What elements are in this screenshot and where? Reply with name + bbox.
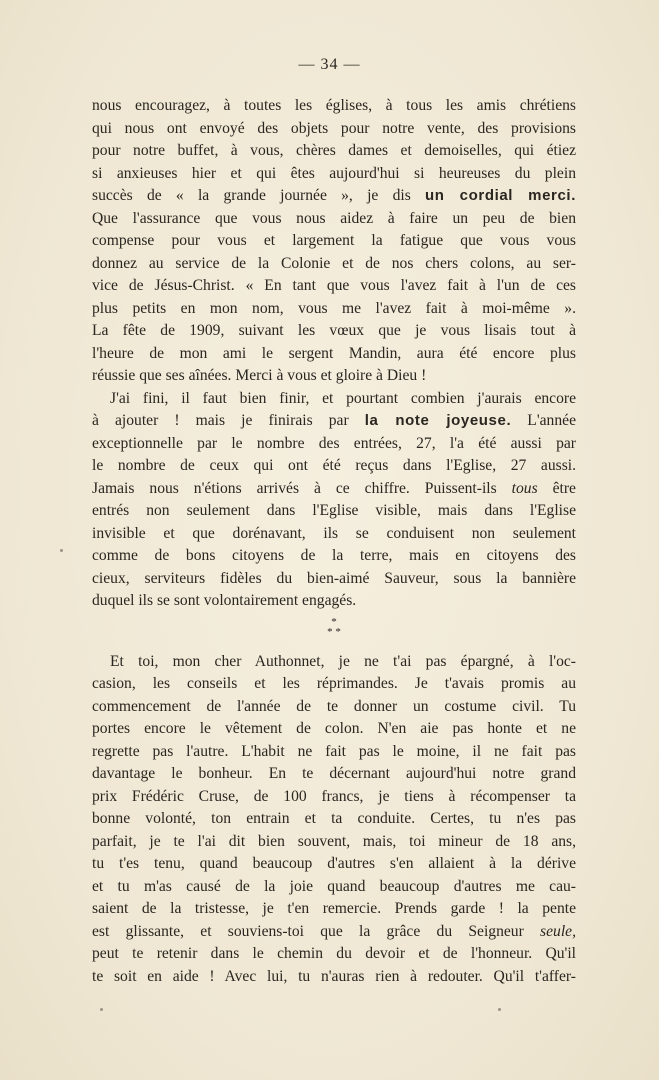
text-line: prix Frédéric Cruse, de 100 francs, je tiens à récompenser ta: [92, 787, 576, 805]
text-line: est glissante, et souviens-toi que la grâce du Seigneur seule,: [92, 922, 576, 940]
emphasis-text: un cordial merci.: [425, 187, 576, 204]
asterism-bottom: * *: [327, 625, 341, 638]
text-line: te soit en aide ! Avec lui, tu n'auras rien à redouter. Qu'il t'affer-: [92, 967, 576, 985]
text-line: commencement de l'année de te donner un costume civil. Tu: [92, 697, 576, 715]
paragraph-2: [92, 388, 576, 613]
text-line: peut te retenir dans le chemin du devoir et de l'honneur. Qu'il: [92, 945, 576, 962]
text-line: regrette pas l'autre. L'habit ne fait pas le moine, il ne fait pas: [92, 742, 576, 760]
text-line: tu t'es tenu, quand beaucoup d'autres s'en allaient à la dérive: [92, 855, 576, 872]
paper-speck: [60, 549, 63, 552]
text-line: duquel ils se sont volontairement engagés.: [92, 592, 357, 609]
paper-speck: [100, 1008, 103, 1011]
text-line: vice de Jésus-Christ. « En tant que vous l'avez fait à l'un de ces: [92, 277, 576, 294]
italic-text: seule,: [540, 922, 576, 940]
text-line: l'heure de mon ami le sergent Mandin, aura été encore plus: [92, 344, 576, 362]
text-line: donnez au service de la Colonie et de nos chers colons, au ser-: [92, 254, 576, 272]
text-line: plus petits en mon nom, vous me l'avez fait à moi-même ».: [92, 299, 576, 317]
text-line: invisible et que dorénavant, ils se conduisent non seulement: [92, 524, 576, 542]
text-line: succès de « la grande journée », je dis un cordial merci.: [92, 187, 576, 204]
text-line: à ajouter ! mais je finirais par la note joyeuse. L'année: [92, 412, 576, 429]
text-line: saient de la tristesse, je t'en remercie. Prends garde ! la pente: [92, 900, 576, 917]
text-line: Jamais nous n'étions arrivés à ce chiffre. Puissent-ils tous être: [92, 479, 576, 497]
text-line: et tu m'as causé de la joie quand beaucoup d'autres me cau-: [92, 877, 576, 895]
text-line: entrés non seulement dans l'Eglise visible, mais dans l'Eglise: [92, 502, 576, 519]
paragraph-3: [92, 651, 576, 989]
body-text: [92, 95, 576, 988]
text-line: davantage le bonheur. En te décernant aujourd'hui notre grand: [92, 765, 576, 782]
text-line: compense pour vous et largement la fatigue que vous vous: [92, 232, 576, 249]
paragraph-1: [92, 95, 576, 388]
text-line: comme de bons citoyens de la terre, mais en citoyens des: [92, 547, 576, 564]
section-asterism: [92, 613, 576, 651]
text-line: J'ai fini, il faut bien finir, et pourtant combien j'aurais encore: [110, 389, 576, 407]
text-line: La fête de 1909, suivant les vœux que je vous lisais tout à: [92, 322, 576, 339]
text-line: qui nous ont envoyé des objets pour notre vente, des provisions: [92, 119, 576, 137]
text-line: portes encore le vêtement de colon. N'en aie pas honte et ne: [92, 720, 576, 737]
text-line: si anxieuses hier et qui êtes aujourd'hui si heureuses du plein: [92, 164, 576, 182]
text-line: parfait, je te l'ai dit bien souvent, mais, toi mineur de 18 ans,: [92, 832, 576, 850]
asterism-top: *: [331, 615, 337, 628]
page-number: — 34 —: [298, 56, 361, 73]
text-line: exceptionnelle par le nombre des entrées, 27, l'a été aussi par: [92, 434, 576, 452]
text-line: nous encouragez, à toutes les églises, à tous les amis chrétiens: [92, 97, 576, 114]
text-line: casion, les conseils et les réprimandes. Je t'avais promis au: [92, 675, 576, 692]
text-line: cieux, serviteurs fidèles du bien-aimé Sauveur, sous la bannière: [92, 569, 576, 587]
emphasis-text: la note joyeuse.: [364, 412, 512, 429]
text-line: Que l'assurance que vous nous aidez à faire un peu de bien: [92, 209, 576, 227]
text-line: réussie que ses aînées. Merci à vous et gloire à Dieu !: [92, 367, 427, 384]
text-line: pour notre buffet, à vous, chères dames et demoiselles, qui étiez: [92, 142, 576, 159]
paper-speck: [498, 1008, 501, 1011]
text-line: le nombre de ceux qui ont été reçus dans l'Eglise, 27 aussi.: [92, 457, 576, 474]
italic-text: tous: [511, 479, 538, 497]
text-line: bonne volonté, ton entrain et ta conduite. Certes, tu n'es pas: [92, 810, 576, 827]
text-line: Et toi, mon cher Authonnet, je ne t'ai pas épargné, à l'oc-: [110, 652, 576, 670]
